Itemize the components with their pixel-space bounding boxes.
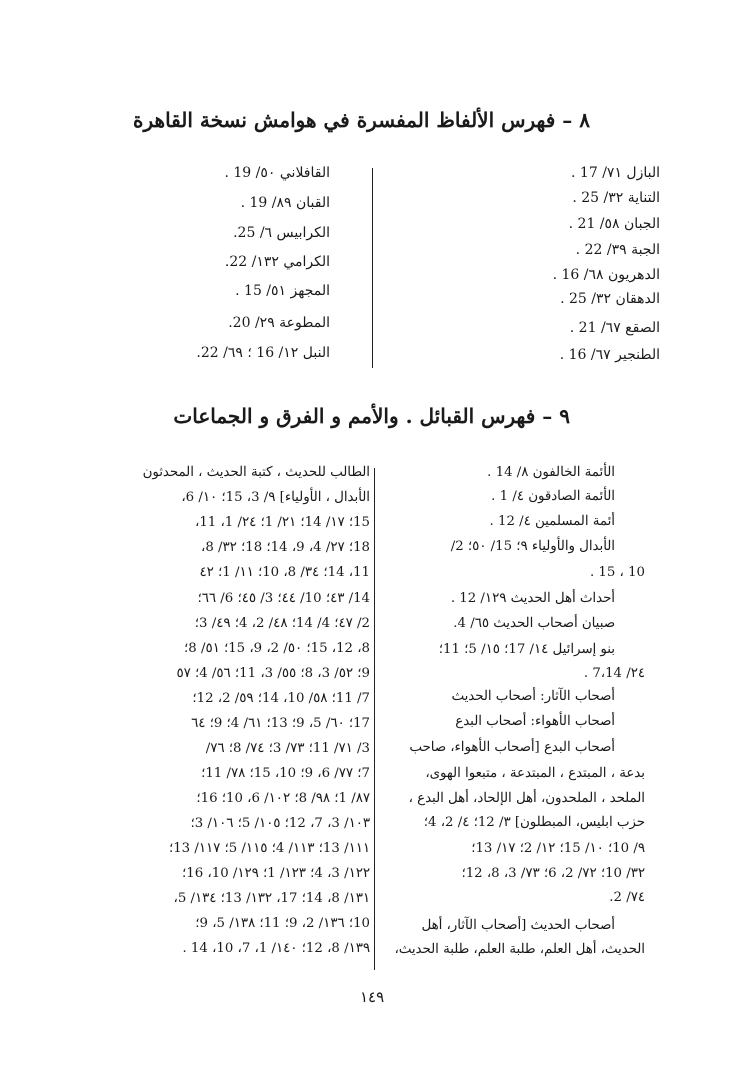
section-9-right-column — [385, 465, 645, 975]
index-entry: ١٣١/ 8، 14؛ 17، ١٣٢/ 13؛ ١٣٤/ 5، — [173, 891, 370, 906]
index-entry: الدهقان ٣٢/ 25 . — [560, 291, 660, 307]
index-entry: 15؛ ١٧/ 14؛ ٢١/ 1؛ ٢٤/ 1، 11، — [195, 515, 370, 530]
index-entry: ٨٧/ 1؛ ٩٨/ 8؛ ١٠٢/ 6، 10؛ 16؛ — [196, 791, 370, 806]
index-entry: الدهريون ٦٨/ 16 . — [552, 267, 660, 283]
index-entry: الجبان ٥٨/ 21 . — [568, 216, 660, 232]
index-entry: القافلاني ٥٠/ 19 . — [224, 165, 330, 181]
index-entry: ٩/ 10؛ ١٠/ 15؛ ١٢/ 2؛ ١٧/ 13؛ — [471, 841, 645, 856]
index-entry: أصحاب الآثار: أصحاب الحديث — [451, 689, 615, 704]
index-entry: 9؛ ٥٢/ 3، 8؛ ٥٥/ 3، 11؛ ٥٦/ 4؛ ٥٧ — [176, 666, 370, 681]
index-entry: الحديث، أهل العلم، طلبة العلم، طلبة الحديث، — [394, 942, 645, 957]
section-8-left-column — [160, 165, 330, 375]
index-entry: ١٠٣/ 3، 7، 12؛ ١٠٥/ 5؛ ١٠٦/ 3؛ — [190, 816, 370, 831]
index-entry: ٢٤/ 7،14 . — [583, 666, 645, 681]
index-entry: التناية ٣٢/ 25 . — [572, 190, 660, 206]
index-entry: الطالب للحديث ، كتبة الحديث ، المحدثون — [142, 465, 370, 480]
index-entry: الجبة ٣٩/ 22 . — [575, 242, 660, 258]
index-entry: الأئمة الصادقون ٤/ 1 . — [491, 489, 615, 504]
index-entry: 10؛ ١٣٦/ 2، 9؛ 11؛ ١٣٨/ 5، 9؛ — [195, 916, 370, 931]
index-entry: القبان ٨٩/ 19 . — [240, 195, 330, 211]
index-entry: الملحد ، الملحدون، أهل الإلحاد، أهل البدع ، — [408, 791, 645, 806]
index-entry: بنو إسرائيل ١٤/ 17؛ ١٥/ 5؛ 11؛ — [438, 642, 615, 657]
index-entry: الأبدال والأولياء ٩؛ 15/ ٥٠؛ 2/ — [450, 539, 615, 554]
index-entry: 10 ، 15 . — [589, 565, 645, 580]
index-entry: ٣٢/ 10؛ ٧٢/ 2، 6؛ ٧٣/ 3، 8، 12؛ — [461, 866, 645, 881]
section-9-title: ٩ – فهرس القبائل . والأمم و الفرق و الجماعات — [173, 404, 570, 428]
index-entry: المجهز ٥١/ 15 . — [235, 283, 330, 299]
index-entry: 7/ 11؛ ٥٨/ 10، 14؛ ٥٩/ 2، 12؛ — [192, 691, 370, 706]
section-9-left-column — [98, 465, 370, 975]
index-entry: أئمة المسلمين ٤/ 12 . — [489, 514, 615, 529]
index-entry: 7؛ ٧٧/ 6، 9؛ 10، 15؛ ٧٨/ 11؛ — [201, 766, 370, 781]
index-entry: 14/ ٤٣؛ 10/ ٤٤؛ 3/ ٤٥؛ 6/ ٦٦؛ — [197, 591, 370, 606]
index-entry: 17؛ ٦٠/ 5، 9؛ 13؛ ٦١/ 4؛ 9؛ ٦٤ — [191, 716, 370, 731]
index-entry: 11، 14؛ ٣٤/ 8، 10؛ ١١/ 1؛ ٤٢ — [199, 565, 370, 580]
column-divider — [374, 468, 375, 970]
index-entry: بدعة ، المبتدع ، المبتدعة ، متبعوا الهوى، — [425, 766, 645, 781]
index-entry: حزب ابليس، المبطلون] ٣/ 12؛ ٤/ 2، 4؛ — [423, 815, 645, 830]
index-entry: صبيان أصحاب الحديث ٦٥/ 4. — [453, 616, 615, 631]
index-entry: 8، 12، 15؛ ٥٠/ 2، 9، 15؛ ٥١/ 8؛ — [184, 641, 370, 656]
index-entry: 2/ ٤٧؛ 4/ 14؛ ٤٨/ 2، 4؛ ٤٩/ 3؛ — [194, 616, 370, 631]
index-entry: المطوعة ٢٩/ 20. — [228, 315, 330, 331]
index-entry: النبل ١٢/ 16 ؛ ٦٩/ 22. — [196, 345, 330, 361]
index-entry: 18؛ ٢٧/ 4، 9، 14؛ 18؛ ٣٢/ 8، — [201, 540, 370, 555]
index-entry: الأبدال ، الأولياء] ٩/ 3، 15؛ ١٠/ 6، — [181, 490, 370, 505]
index-entry: أصحاب الحديث [أصحاب الآثار، أهل — [421, 918, 615, 933]
index-entry: الكرامي ١٣٢/ 22. — [224, 254, 330, 270]
section-8-title: ٨ – فهرس الألفاظ المفسرة في هوامش نسخة القاهرة — [133, 108, 590, 132]
column-divider — [372, 168, 373, 368]
index-entry: الصقع ٦٧/ 21 . — [569, 320, 660, 336]
index-entry: ١٢٢/ 3، 4؛ ١٢٣/ 1؛ ١٢٩/ 10، 16؛ — [182, 866, 370, 881]
index-entry: ٧٤/ 2. — [609, 890, 645, 905]
page-number: ١٤٩ — [360, 988, 385, 1006]
index-entry: الأئمة الخالفون ٨/ 14 . — [487, 465, 615, 480]
index-entry: الطنجير ٦٧/ 16 . — [559, 347, 660, 363]
index-entry: أصحاب البدع [أصحاب الأهواء، صاحب — [409, 740, 615, 755]
index-entry: الكرابيس ٦/ 25. — [233, 225, 330, 241]
section-8-right-column — [470, 165, 660, 375]
index-entry: أصحاب الأهواء: أصحاب البدع — [455, 714, 615, 729]
index-entry: ١٣٩/ 8، 12؛ ١٤٠/ 1، 7، 10، 14 . — [182, 941, 370, 956]
index-entry: 3/ ٧١/ 11؛ ٧٣/ 3؛ ٧٤/ 8؛ ٧٦/ — [205, 741, 370, 756]
index-entry: ١١١/ 13؛ ١١٣/ 4؛ ١١٥/ 5؛ ١١٧/ 13؛ — [168, 841, 370, 856]
index-entry: أحداث أهل الحديث ١٢٩/ 12 . — [450, 591, 615, 606]
index-entry: البازل ٧١/ 17 . — [571, 165, 660, 181]
